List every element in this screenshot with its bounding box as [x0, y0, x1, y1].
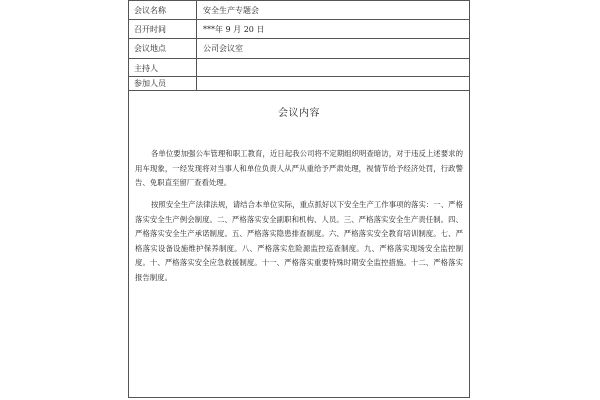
content-paragraph-1: 各单位要加强公车管理和职工教育，近日起我公司将不定期组织明查暗访，对于违反上述要求的用车现象，一经发现将对当事人和单位负责人从严从重给予严肃处理，视情节给予经济处罚，行政警告、免职直至留厂查看处理。 — [135, 149, 463, 188]
row-meeting-location — [129, 39, 469, 59]
row-meeting-name — [129, 1, 469, 20]
meeting-time-label: 召开时间 — [129, 20, 197, 38]
row-host — [129, 59, 469, 77]
meeting-minutes-form — [128, 0, 470, 398]
meeting-name-label: 会议名称 — [129, 1, 197, 19]
host-label: 主持人 — [129, 59, 197, 76]
meeting-time-value: ***年 9 月 20 日 — [203, 25, 265, 34]
content-paragraph-2: 按照安全生产法律法规，请结合本单位实际，重点抓好以下安全生产工作事项的落实：一、严格落实安全生产例会制度。二、严格落实安全副职和机构、人员。三、严格落实安全生产责任制。四、严格落实安全生产承诺制度。五、严格落实隐患排查制度。六、严格落实安全教育培训制度。七、严格落实设备设施维护保养制度。八、严格落实危险源监控巡查制度。九、严格落实现场安全监控制度。十、严格落实安全应急救援制度。十一、严格落实重要特殊时期安全监控措施。十二、严格落实报告制度。 — [135, 200, 463, 282]
row-attendees — [129, 77, 469, 91]
meeting-name-value: 安全生产专题会 — [203, 6, 259, 15]
meeting-location-value: 公司会议室 — [203, 44, 243, 53]
content-heading: 会议内容 — [278, 108, 320, 119]
row-meeting-time — [129, 20, 469, 39]
attendees-label: 参加人员 — [129, 77, 197, 90]
meeting-location-label: 会议地点 — [129, 39, 197, 58]
